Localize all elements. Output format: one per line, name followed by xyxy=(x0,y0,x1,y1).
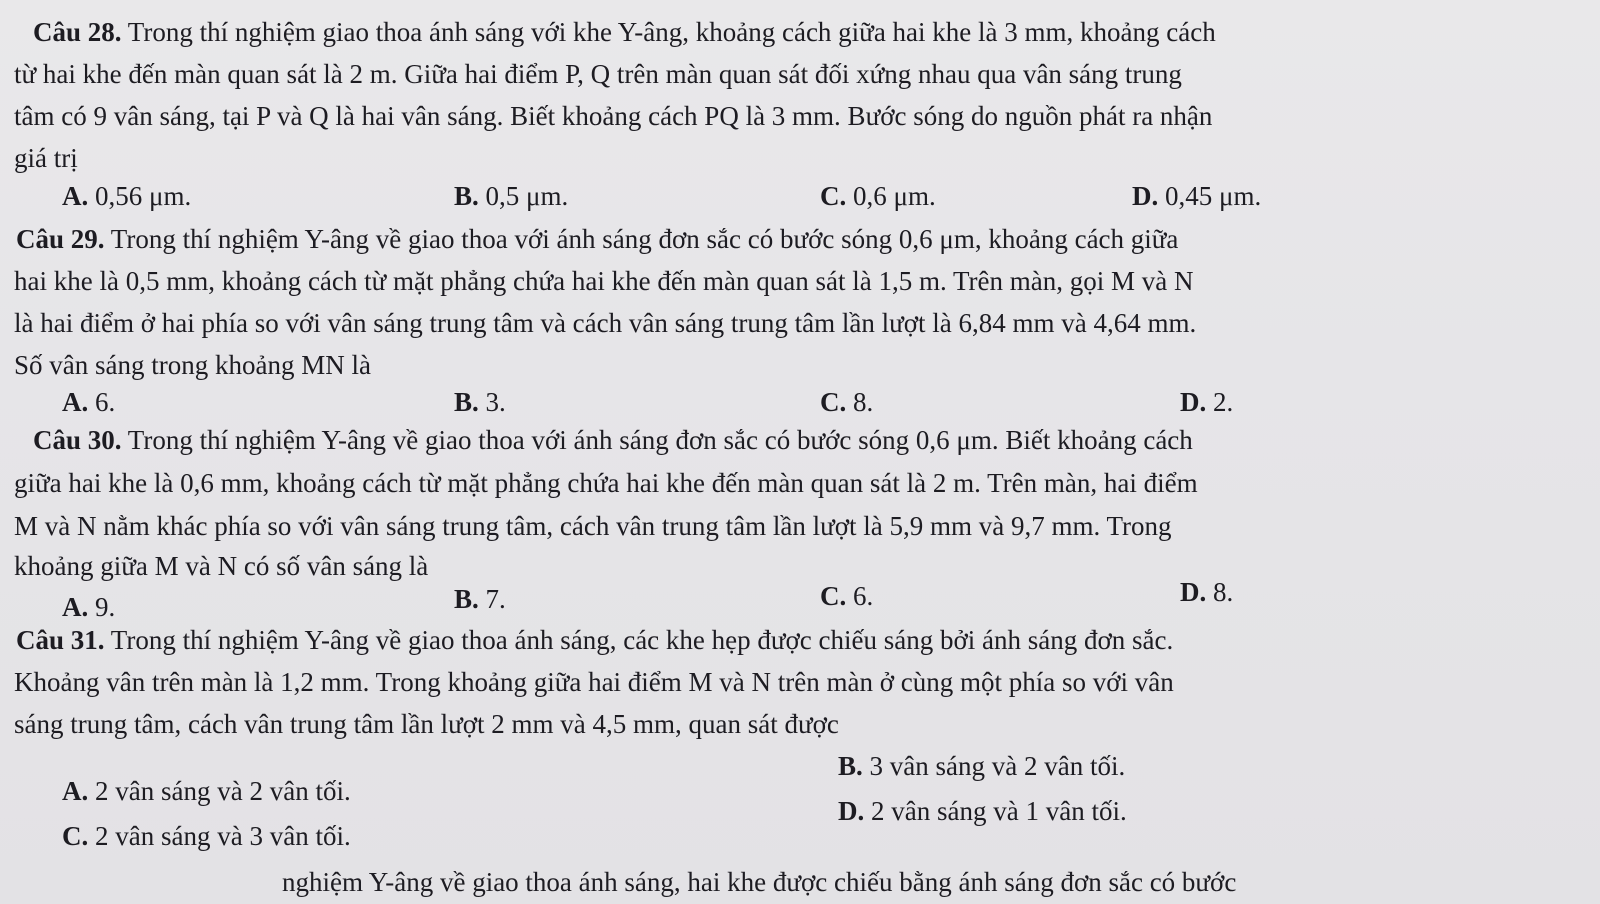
q29-option-b-text: 3. xyxy=(485,387,506,417)
q30-option-a-text: 9. xyxy=(95,592,116,622)
q28-option-d-text: 0,45 μm. xyxy=(1165,181,1262,211)
q28-line-4: giá trị xyxy=(14,143,78,173)
q29-option-a xyxy=(62,386,115,418)
q28-line-1 xyxy=(33,16,1216,48)
q31-number: Câu 31. xyxy=(16,625,105,655)
q29-option-a-letter: A. xyxy=(62,387,89,417)
q30-option-a xyxy=(62,591,115,623)
q31-text-1: Trong thí nghiệm Y-âng về giao thoa ánh sáng, các khe hẹp được chiếu sáng bởi ánh sáng đơn sắc. xyxy=(110,625,1174,655)
q29-option-c-text: 8. xyxy=(853,387,874,417)
q30-line-3: M và N nằm khác phía so với vân sáng trung tâm, cách vân trung tâm lần lượt là 5,9 mm và 9,7 mm. Trong xyxy=(14,511,1172,541)
q30-text-1: Trong thí nghiệm Y-âng về giao thoa với ánh sáng đơn sắc có bước sóng 0,6 μm. Biết khoảng cách xyxy=(127,425,1193,455)
q31-option-a-letter: A. xyxy=(62,776,89,806)
q29-line-2: hai khe là 0,5 mm, khoảng cách từ mặt phẳng chứa hai khe đến màn quan sát là 1,5 m. Trên màn, gọi M và N xyxy=(14,266,1194,296)
q31-option-b xyxy=(838,750,1125,782)
q31-option-b-text: 3 vân sáng và 2 vân tối. xyxy=(869,751,1126,781)
q28-option-b xyxy=(454,180,568,212)
q29-option-b xyxy=(454,386,506,418)
q31-option-c-text: 2 vân sáng và 3 vân tối. xyxy=(95,821,351,851)
q30-line-4: khoảng giữa M và N có số vân sáng là xyxy=(14,551,429,581)
q28-text-1: Trong thí nghiệm giao thoa ánh sáng với khe Y-âng, khoảng cách giữa hai khe là 3 mm, khoảng cách xyxy=(127,17,1216,47)
q28-option-c-text: 0,6 μm. xyxy=(853,181,936,211)
partial-bottom-line: nghiệm Y-âng về giao thoa ánh sáng, hai khe được chiếu bằng ánh sáng đơn sắc có bước xyxy=(282,867,1237,897)
q30-option-d xyxy=(1180,576,1233,608)
q29-option-d-text: 2. xyxy=(1213,387,1234,417)
q31-option-a-text: 2 vân sáng và 2 vân tối. xyxy=(95,776,351,806)
q31-option-d-letter: D. xyxy=(838,796,865,826)
q30-option-d-letter: D. xyxy=(1180,577,1207,607)
q28-option-b-letter: B. xyxy=(454,181,479,211)
q29-option-a-text: 6. xyxy=(95,387,116,417)
q31-option-c-letter: C. xyxy=(62,821,89,851)
q29-text-1: Trong thí nghiệm Y-âng về giao thoa với ánh sáng đơn sắc có bước sóng 0,6 μm, khoảng cách giữa xyxy=(110,224,1179,254)
q30-option-b-letter: B. xyxy=(454,584,479,614)
q28-option-c xyxy=(820,180,936,212)
q29-option-d-letter: D. xyxy=(1180,387,1207,417)
q30-number: Câu 30. xyxy=(33,425,122,455)
q30-option-c-letter: C. xyxy=(820,581,847,611)
q31-option-b-letter: B. xyxy=(838,751,863,781)
q31-option-a xyxy=(62,775,351,807)
q31-line-3: sáng trung tâm, cách vân trung tâm lần lượt 2 mm và 4,5 mm, quan sát được xyxy=(14,709,839,739)
q29-line-4: Số vân sáng trong khoảng MN là xyxy=(14,350,371,380)
q28-option-a xyxy=(62,180,191,212)
q31-line-1 xyxy=(16,624,1173,656)
q30-option-c xyxy=(820,580,873,612)
q28-line-2: từ hai khe đến màn quan sát là 2 m. Giữa hai điểm P, Q trên màn quan sát đối xứng nhau qua vân sáng trung xyxy=(14,59,1182,89)
q31-line-2: Khoảng vân trên màn là 1,2 mm. Trong khoảng giữa hai điểm M và N trên màn ở cùng một phía so với vân xyxy=(14,667,1174,697)
q30-line-1 xyxy=(33,424,1193,456)
q30-line-2: giữa hai khe là 0,6 mm, khoảng cách từ mặt phẳng chứa hai khe đến màn quan sát là 2 m. Trên màn, hai điểm xyxy=(14,468,1198,498)
q31-option-c xyxy=(62,820,351,852)
q31-option-d xyxy=(838,795,1127,827)
q28-option-d-letter: D. xyxy=(1132,181,1159,211)
q28-option-d xyxy=(1132,180,1261,212)
q28-option-a-letter: A. xyxy=(62,181,89,211)
q30-option-b xyxy=(454,583,506,615)
q29-number: Câu 29. xyxy=(16,224,105,254)
q29-line-1 xyxy=(16,223,1178,255)
q28-option-c-letter: C. xyxy=(820,181,847,211)
q28-option-b-text: 0,5 μm. xyxy=(485,181,569,211)
q30-option-c-text: 6. xyxy=(853,581,874,611)
q28-number: Câu 28. xyxy=(33,17,122,47)
q30-option-d-text: 8. xyxy=(1213,577,1234,607)
q30-option-b-text: 7. xyxy=(485,584,506,614)
q28-option-a-text: 0,56 μm. xyxy=(95,181,192,211)
q31-option-d-text: 2 vân sáng và 1 vân tối. xyxy=(871,796,1127,826)
q29-option-b-letter: B. xyxy=(454,387,479,417)
q30-option-a-letter: A. xyxy=(62,592,89,622)
q29-option-c-letter: C. xyxy=(820,387,847,417)
q29-option-d xyxy=(1180,386,1233,418)
q28-line-3: tâm có 9 vân sáng, tại P và Q là hai vân sáng. Biết khoảng cách PQ là 3 mm. Bước sóng do nguồn phát ra nhận xyxy=(14,101,1213,131)
q29-option-c xyxy=(820,386,873,418)
q29-line-3: là hai điểm ở hai phía so với vân sáng trung tâm và cách vân sáng trung tâm lần lượt là 6,84 mm và 4,64 mm. xyxy=(14,308,1197,338)
